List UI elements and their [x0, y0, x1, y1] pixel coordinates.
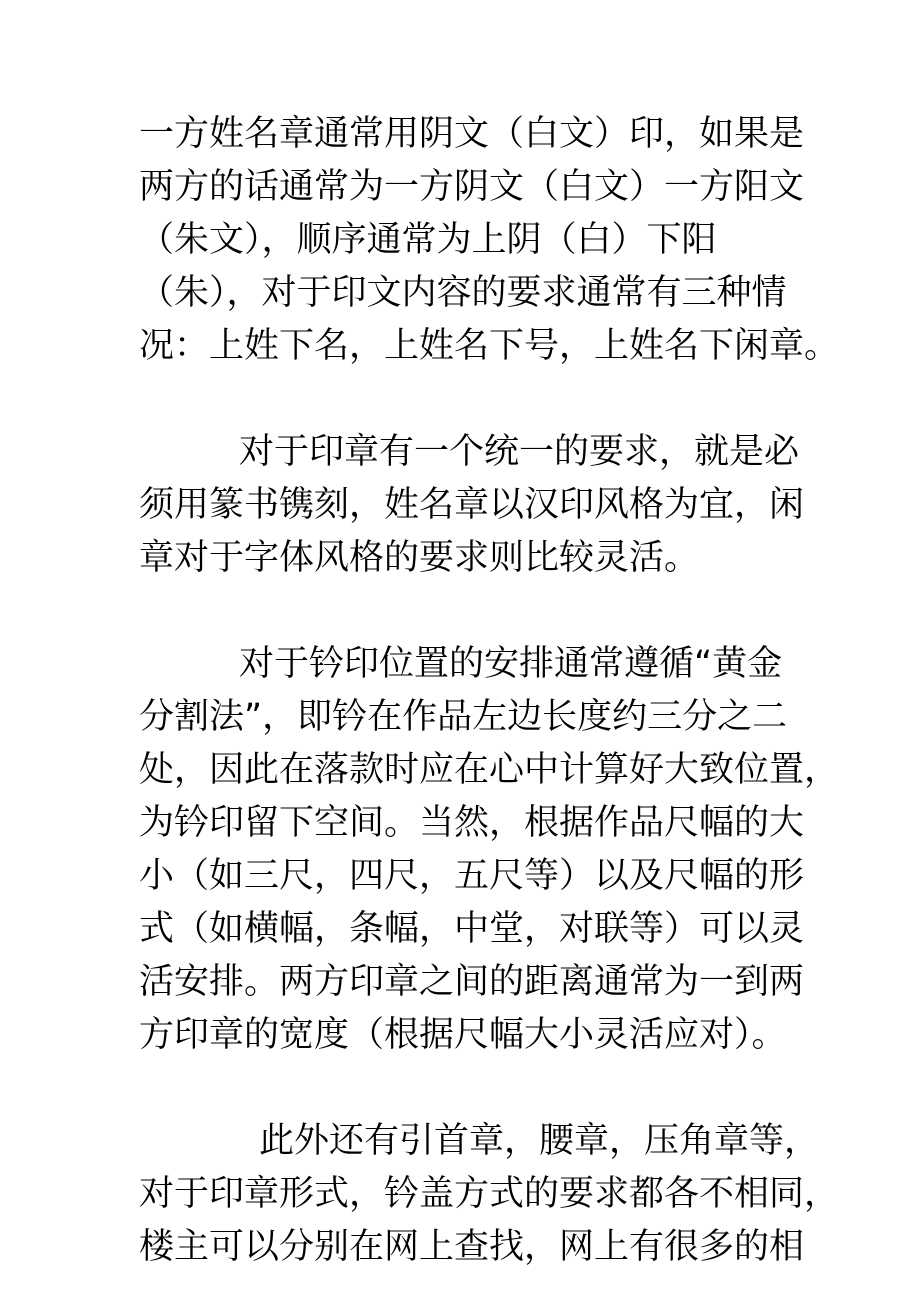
- paragraph-3-line-6: 式（如横幅，条幅，中堂，对联等）可以灵: [139, 909, 805, 949]
- paragraph-1-line-1: 一方姓名章通常用阴文（白文）印，如果是: [139, 114, 805, 154]
- paragraph-4-line-1: 此外还有引首章，腰章，压角章等，: [259, 1121, 820, 1161]
- paragraph-spacer: [139, 373, 784, 426]
- paragraph-3-line-1: 对于钤印位置的安排通常遵循“黄金: [239, 644, 783, 684]
- paragraph-3-line-7: 活安排。两方印章之间的距离通常为一到两: [139, 962, 805, 1002]
- paragraph-3-line-8: 方印章的宽度（根据尺幅大小灵活应对）。: [139, 1015, 787, 1055]
- paragraph-1-line-2: 两方的话通常为一方阴文（白文）一方阳文: [139, 167, 805, 207]
- paragraph-3-line-5: 小（如三尺，四尺，五尺等）以及尺幅的形: [139, 856, 805, 896]
- paragraph-2-line-1: 对于印章有一个统一的要求，就是必: [239, 432, 800, 472]
- paragraph-4-line-2: 对于印章形式，钤盖方式的要求都各不相同，: [139, 1174, 840, 1214]
- paragraph-4-line-3: 楼主可以分别在网上查找，网上有很多的相: [139, 1227, 805, 1267]
- document-body: [139, 108, 840, 1274]
- paragraph-1-line-4: （朱），对于印文内容的要求通常有三种情: [139, 273, 787, 313]
- paragraph-1-line-5: 况：上姓下名，上姓名下号，上姓名下闲章。: [139, 326, 840, 366]
- paragraph-3-line-3: 处，因此在落款时应在心中计算好大致位置，: [139, 750, 840, 790]
- paragraph-spacer: [139, 585, 784, 638]
- paragraph-spacer: [139, 1062, 784, 1115]
- paragraph-2-line-2: 须用篆书镌刻，姓名章以汉印风格为宜，闲: [139, 485, 805, 525]
- paragraph-2-line-3: 章对于字体风格的要求则比较灵活。: [139, 538, 700, 578]
- paragraph-3-line-4: 为钤印留下空间。当然，根据作品尺幅的大: [139, 803, 805, 843]
- paragraph-1-line-3: （朱文），顺序通常为上阴（白）下阳: [139, 220, 717, 260]
- paragraph-3-line-2: 分割法”，即钤在作品左边长度约三分之二: [139, 697, 788, 737]
